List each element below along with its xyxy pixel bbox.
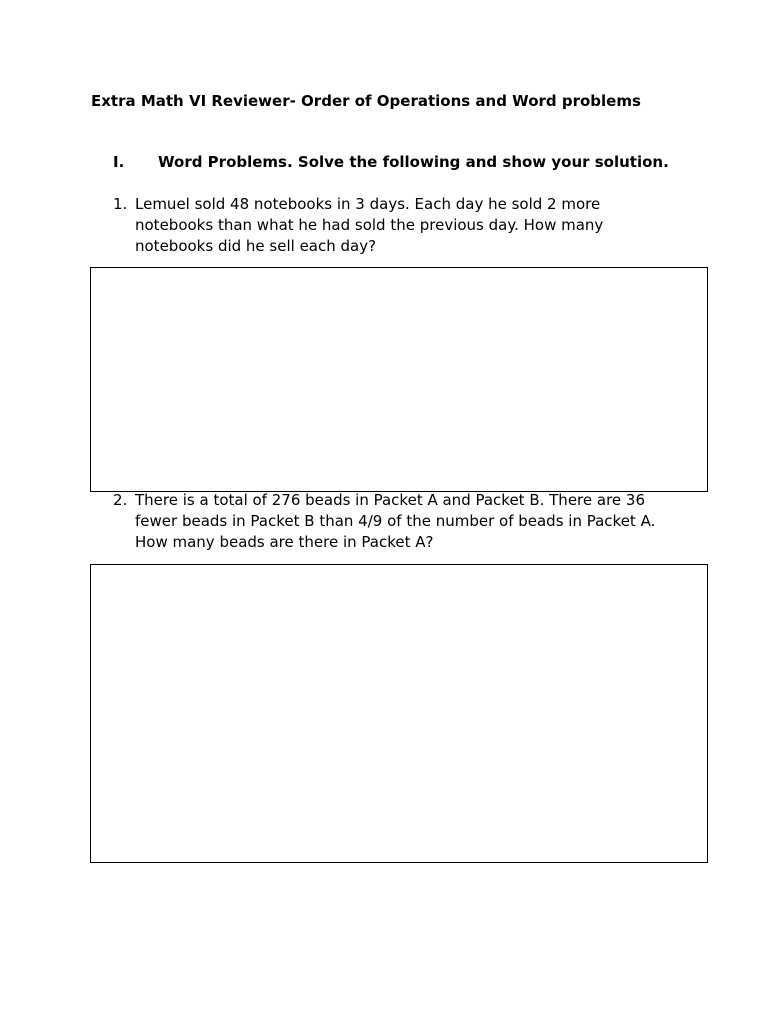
section-numeral: I. [113, 153, 125, 171]
section-heading [113, 153, 669, 171]
question-1 [113, 194, 683, 257]
question-text: There is a total of 276 beads in Packet A and Packet B. There are 36 fewer beads in Packet B than 4/9 of the number of beads in Packet A. How many beads are there in Packet A? [135, 491, 656, 551]
document-title: Extra Math VI Reviewer- Order of Operations and Word problems [91, 92, 641, 110]
question-number: 2. [113, 491, 128, 509]
answer-box-1[interactable] [90, 267, 708, 492]
answer-box-2[interactable] [90, 564, 708, 863]
question-text: Lemuel sold 48 notebooks in 3 days. Each day he sold 2 more notebooks than what he had sold the previous day. How many notebooks did he sell each day? [135, 195, 604, 255]
section-heading-text: Word Problems. Solve the following and show your solution. [158, 153, 669, 171]
question-number: 1. [113, 195, 128, 213]
question-2 [113, 490, 683, 553]
